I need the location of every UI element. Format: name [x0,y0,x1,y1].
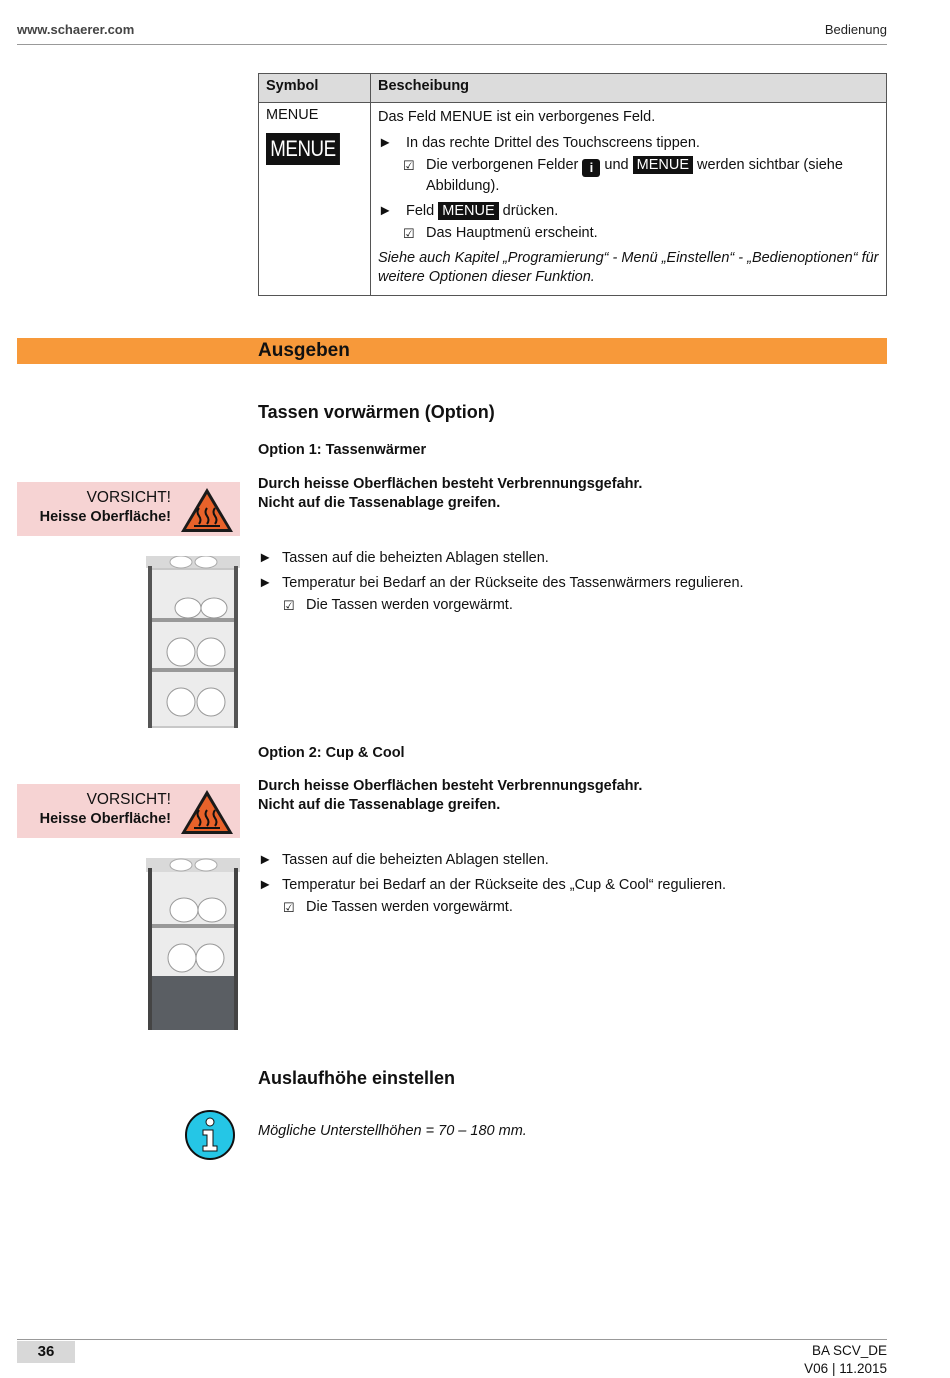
footer-divider [17,1339,887,1340]
step-press-a: Feld [406,203,435,219]
option2-result [258,898,878,917]
result-main-menu [378,224,879,243]
option2-steps [258,851,878,917]
checkbox-icon: ☑ [283,900,295,915]
table-header-row [259,74,887,103]
step-tap [378,134,879,153]
option2-step-2 [258,876,878,895]
option1-step-2-text: Temperatur bei Bedarf an der Rückseite des Tassenwärmers regulieren. [282,575,744,591]
option2-step-1 [258,851,878,870]
hot-surface-warning-icon [179,486,235,534]
arrow-bullet-icon: ► [258,550,273,566]
info-button-icon: i [582,159,600,177]
caution-label: VORSICHT! [86,791,171,808]
option1-warning-line2: Nicht auf die Tassenablage greifen. [258,495,501,511]
arrow-bullet-icon: ► [378,203,393,219]
footer-version: V06 | 11.2015 [804,1361,887,1376]
arrow-bullet-icon: ► [378,135,393,151]
option2-title: Option 2: Cup & Cool [258,745,405,761]
arrow-bullet-icon: ► [258,575,273,591]
section-bar [17,338,887,364]
col-symbol-header: Symbol [259,74,371,103]
option1-warning [258,475,642,513]
outlet-info: Mögliche Unterstellhöhen = 70 – 180 mm. [258,1123,527,1139]
menue-inline-button: MENUE [438,202,498,220]
page-number: 36 [17,1341,75,1363]
result-text-and: und [604,157,629,173]
symbol-name: MENUE [266,107,319,123]
header-section: Bedienung [824,22,887,37]
footer-doc: BA SCV_DE [811,1343,887,1358]
result-text-b: werden sichtbar (siehe Abbildung). [426,157,843,194]
option1-result [258,596,878,615]
option1-steps [258,549,878,615]
header-website: www.schaerer.com [17,22,135,37]
option2-warning-line1: Durch heisse Oberflächen besteht Verbrennungsgefahr. [258,778,643,794]
cups-title: Tassen vorwärmen (Option) [258,402,495,422]
option2-warning [258,777,642,815]
step-tap-text: In das rechte Drittel des Touchscreens tippen. [406,135,700,151]
header-divider [17,44,887,45]
cup-warmer-image [146,556,240,728]
option1-step-1-text: Tassen auf die beheizten Ablagen stellen. [282,550,549,566]
menue-symbol-button: MENUE [266,133,340,165]
option1-title: Option 1: Tassenwärmer [258,442,427,458]
symbol-table [258,73,887,296]
caution-label: VORSICHT! [86,489,171,506]
menue-inline-button: MENUE [633,156,693,174]
checkbox-icon: ☑ [283,598,295,613]
table-row [259,103,887,296]
see-also-note: Siehe auch Kapitel „Programierung“ - Menü „Einstellen“ - „Bedienoptionen“ für weitere Optionen dieser Funktion. [378,250,879,285]
cup-and-cool-image [146,858,240,1030]
result-text-a: Die verborgenen Felder [426,157,579,173]
outlet-title: Auslaufhöhe einstellen [258,1068,456,1088]
caution-sub: Heisse Oberfläche! [39,811,171,827]
arrow-bullet-icon: ► [258,877,273,893]
caution-box-1 [17,482,240,536]
option2-step-1-text: Tassen auf die beheizten Ablagen stellen. [282,852,549,868]
col-desc-header: Bescheibung [371,74,887,103]
checkbox-icon: ☑ [403,158,415,173]
checkbox-icon: ☑ [403,226,415,241]
result-hidden-fields [378,156,879,196]
option2-warning-line2: Nicht auf die Tassenablage greifen. [258,797,501,813]
option2-step-2-text: Temperatur bei Bedarf an der Rückseite des „Cup & Cool“ regulieren. [282,877,727,893]
symbol-cell [259,103,371,296]
info-icon [184,1109,236,1161]
option1-step-1 [258,549,878,568]
footer-doc-info [804,1342,887,1378]
caution-sub: Heisse Oberfläche! [39,509,171,525]
arrow-bullet-icon: ► [258,852,273,868]
option2-result-text: Die Tassen werden vorgewärmt. [306,899,513,915]
description-cell [371,103,887,296]
step-press [378,202,879,221]
option1-result-text: Die Tassen werden vorgewärmt. [306,597,513,613]
hot-surface-warning-icon [179,788,235,836]
step-press-b: drücken. [502,203,559,219]
caution-box-2 [17,784,240,838]
option1-warning-line1: Durch heisse Oberflächen besteht Verbrennungsgefahr. [258,476,643,492]
section-title: Ausgeben [258,340,350,361]
result-main-menu-text: Das Hauptmenü erscheint. [426,225,598,241]
desc-intro: Das Feld MENUE ist ein verborgenes Feld. [378,109,656,125]
option1-step-2 [258,574,878,593]
